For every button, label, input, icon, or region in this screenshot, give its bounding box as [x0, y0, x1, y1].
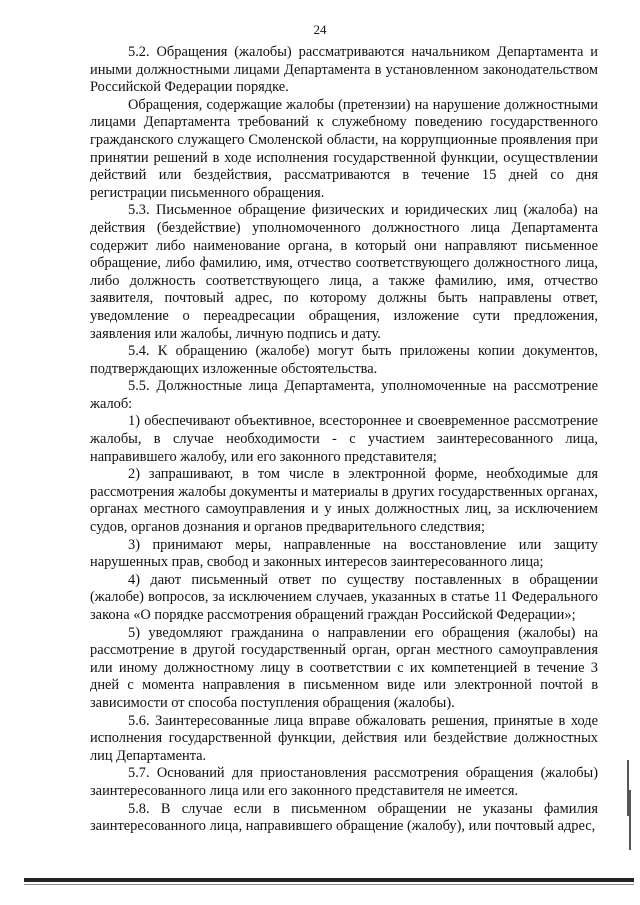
paragraph-5-5: 5.5. Должностные лица Департамента, уполномоченные на рассмотрение жалоб: — [90, 378, 598, 412]
scan-bottom-edge-shadow — [24, 884, 634, 885]
page-number: 24 — [313, 22, 327, 37]
list-item-2: 2) запрашивают, в том числе в электронной форме, необходимые для рассмотрения жалобы документы и материалы в других государственных органах, органах местного самоуправления и у иных должностных лиц, за исключением судов, органов дознания и органов предварительного следствия; — [90, 466, 598, 536]
scan-bottom-edge — [24, 878, 634, 882]
list-item-1: 1) обеспечивают объективное, всестороннее и своевременное рассмотрение жалобы, в случае необходимости - с участием заинтересованного лица, направившего жалобу, или его законного представителя; — [90, 413, 598, 465]
document-body — [90, 44, 598, 836]
paragraph-5-8: 5.8. В случае если в письменном обращении не указаны фамилия заинтересованного лица, направившего обращение (жалобу), или почтовый адрес, — [90, 800, 598, 835]
scan-margin-mark — [629, 790, 631, 850]
list-item-3: 3) принимают меры, направленные на восстановление или защиту нарушенных прав, свобод и законных интересов заинтересованного лица; — [90, 536, 598, 571]
paragraph-5-7: 5.7. Оснований для приостановления рассмотрения обращения (жалобы) заинтересованного лица или его законного представителя не имеется. — [90, 765, 598, 799]
paragraph-5-4: 5.4. К обращению (жалобе) могут быть приложены копии документов, подтверждающих изложенные обстоятельства. — [90, 343, 598, 377]
list-item-5: 5) уведомляют гражданина о направлении его обращения (жалобы) на рассмотрение в другой государственный орган, орган местного самоуправления или иному должностному лицу в соответствии с их компетенцией в течение 3 дней с момента направления в письменном виде или электронной почтой в зависимости от способа поступления обращения (жалобы). — [90, 624, 598, 711]
list-item-4: 4) дают письменный ответ по существу поставленных в обращении (жалобе) вопросов, за исключением случаев, указанных в статье 11 Федерального закона «О порядке рассмотрения обращений граждан Российской Федерации»; — [90, 571, 598, 623]
paragraph-5-2: 5.2. Обращения (жалобы) рассматриваются начальником Департамента и иными должностными лицами Департамента в установленном законодательством Российской Федерации порядке. — [90, 44, 598, 96]
paragraph-5-6: 5.6. Заинтересованные лица вправе обжаловать решения, принятые в ходе исполнения государственной функции, действия или бездействие должностных лиц Департамента. — [90, 712, 598, 764]
paragraph-5-3: 5.3. Письменное обращение физических и юридических лиц (жалоба) на действия (бездействие) уполномоченного должностного лица Департамента содержит либо наименование органа, в который они направляют письменное обращение, либо фамилию, имя, отчество соответствующего должностного лица, либо должность соответствующего лица, а также фамилию, имя, отчество заявителя, почтовый адрес, по которому должны быть направлены ответ, уведомление о переадресации обращения, изложение сути предложения, заявления или жалобы, личную подпись и дату. — [90, 202, 598, 342]
paragraph-5-2-complaints: Обращения, содержащие жалобы (претензии) на нарушение должностными лицами Департамента требований к служебному поведению государственного гражданского служащего Смоленской области, на коррупционные проявления при принятии решений в ходе исполнения государственной функции, осуществлении действий или бездействия, рассматриваются в течение 15 дней со дня регистрации письменного обращения. — [90, 96, 598, 201]
